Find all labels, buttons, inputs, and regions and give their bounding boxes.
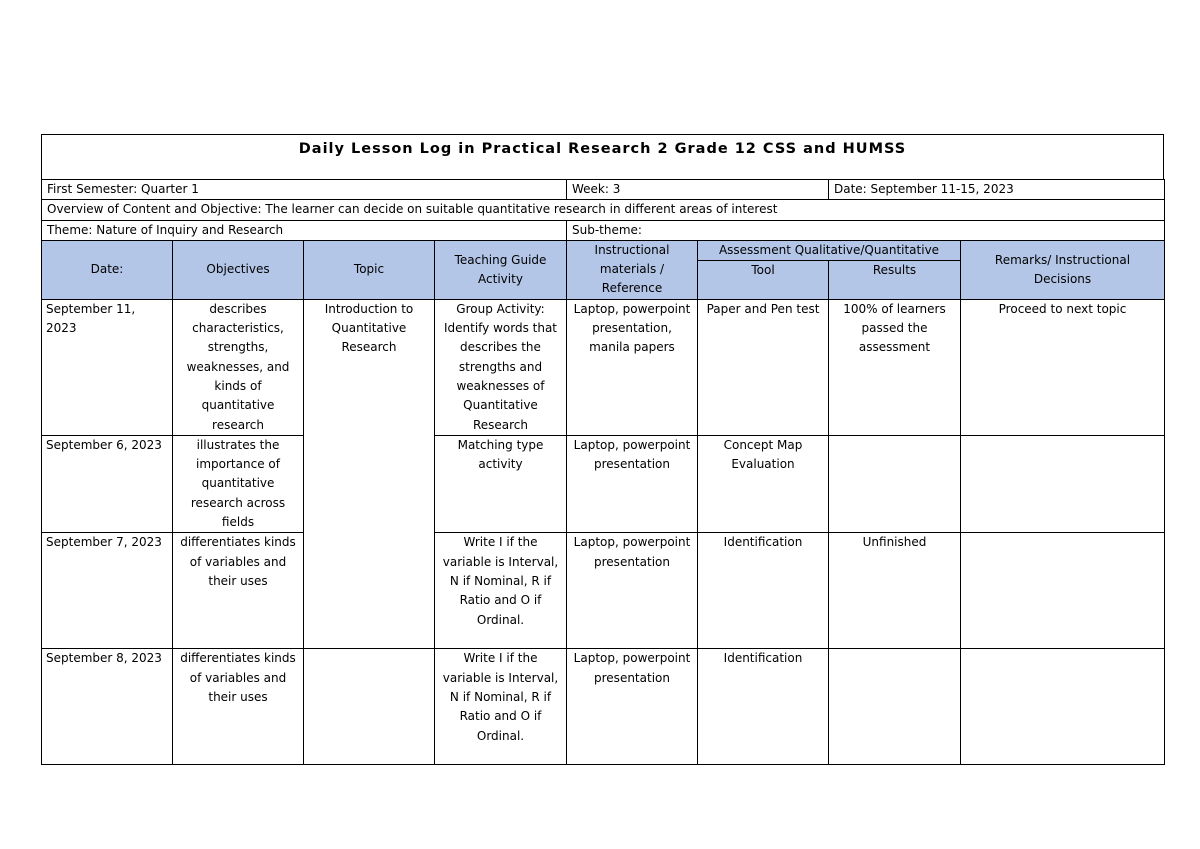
row-materials: Laptop, powerpoint presentation: [567, 649, 698, 765]
theme-cell: Theme: Nature of Inquiry and Research: [42, 220, 567, 240]
row-remarks: [961, 649, 1165, 765]
semester-row: [42, 180, 1165, 200]
overview-row: [42, 200, 1165, 220]
overview-cell: Overview of Content and Objective: The learner can decide on suitable quantitative research in different areas of interest: [42, 200, 1165, 220]
header-tool: Tool: [698, 261, 829, 299]
header-assessment: Assessment Qualitative/Quantitative: [698, 240, 961, 261]
semester-cell: First Semester: Quarter 1: [42, 180, 567, 200]
row-tool: Concept Map Evaluation: [698, 435, 829, 532]
row-remarks: Proceed to next topic: [961, 299, 1165, 435]
row-objectives: illustrates the importance of quantitative research across fields: [173, 435, 304, 532]
row-date: September 6, 2023: [42, 435, 173, 532]
header-results: Results: [829, 261, 961, 299]
lesson-log-document: [41, 134, 1164, 765]
row-objectives: describes characteristics, strengths, weaknesses, and kinds of quantitative research: [173, 299, 304, 435]
table-row: [42, 533, 1165, 649]
theme-row: [42, 220, 1165, 240]
row-activity: Matching type activity: [435, 435, 567, 532]
row-activity: Write I if the variable is Interval, N if Nominal, R if Ratio and O if Ordinal.: [435, 649, 567, 765]
row-remarks: [961, 435, 1165, 532]
row-materials: Laptop, powerpoint presentation: [567, 435, 698, 532]
row-topic: Introduction to Quantitative Research: [304, 299, 435, 649]
header-date: Date:: [42, 240, 173, 299]
row-activity: Group Activity: Identify words that describes the strengths and weaknesses of Quantitative Research: [435, 299, 567, 435]
row-date: September 8, 2023: [42, 649, 173, 765]
date-range-cell: Date: September 11-15, 2023: [829, 180, 1165, 200]
header-materials: Instructional materials / Reference: [567, 240, 698, 299]
row-materials: Laptop, powerpoint presentation, manila papers: [567, 299, 698, 435]
row-date: September 11, 2023: [42, 299, 173, 435]
table-row: [42, 299, 1165, 435]
header-remarks: Remarks/ Instructional Decisions: [961, 240, 1165, 299]
row-results: 100% of learners passed the assessment: [829, 299, 961, 435]
row-tool: Identification: [698, 649, 829, 765]
row-results: [829, 649, 961, 765]
row-topic: [304, 649, 435, 765]
subtheme-cell: Sub-theme:: [567, 220, 1165, 240]
row-remarks: [961, 533, 1165, 649]
week-cell: Week: 3: [567, 180, 829, 200]
table-row: [42, 435, 1165, 532]
row-objectives: differentiates kinds of variables and their uses: [173, 533, 304, 649]
row-date: September 7, 2023: [42, 533, 173, 649]
row-objectives: differentiates kinds of variables and their uses: [173, 649, 304, 765]
header-topic: Topic: [304, 240, 435, 299]
row-tool: Paper and Pen test: [698, 299, 829, 435]
row-tool: Identification: [698, 533, 829, 649]
row-results: [829, 435, 961, 532]
table-row: [42, 649, 1165, 765]
lesson-log-table: [41, 179, 1165, 765]
row-results: Unfinished: [829, 533, 961, 649]
header-activity: Teaching Guide Activity: [435, 240, 567, 299]
title-box: [41, 134, 1164, 179]
row-activity: Write I if the variable is Interval, N if Nominal, R if Ratio and O if Ordinal.: [435, 533, 567, 649]
header-row: [42, 240, 1165, 261]
row-materials: Laptop, powerpoint presentation: [567, 533, 698, 649]
header-objectives: Objectives: [173, 240, 304, 299]
document-title: Daily Lesson Log in Practical Research 2 Grade 12 CSS and HUMSS: [298, 141, 907, 157]
